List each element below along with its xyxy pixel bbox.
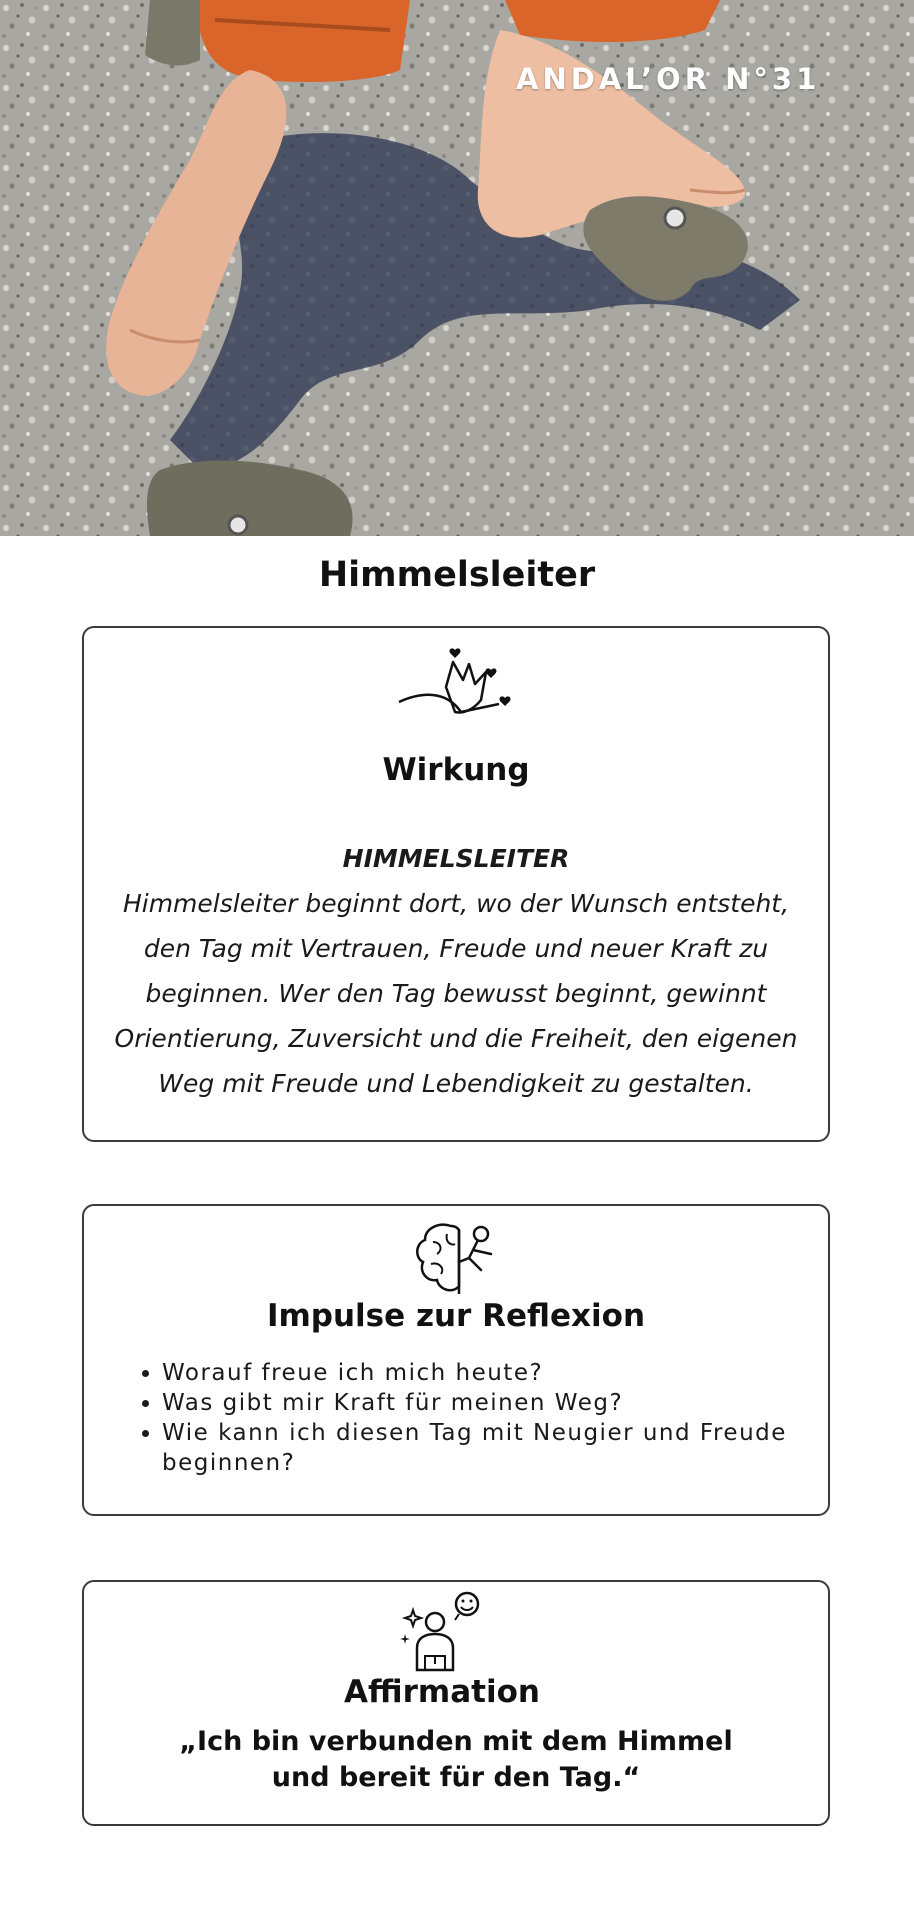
meditating-person-icon	[70, 1590, 814, 1676]
affirmation-title: Affirmation	[344, 1674, 540, 1710]
wirkung-body: Himmelsleiter beginnt dort, wo der Wunsch entsteht, den Tag mit Vertrauen, Freude und neuer Kraft zu beginnen. Wer den Tag bewusst beginnt, gewinnt Orientierung, Zuversicht und die Freiheit, den eigenen Weg mit Freude und Lebendigkeit zu gestalten.	[114, 889, 798, 1098]
brand-label: ANDAL’OR N°31	[516, 62, 821, 96]
list-item: • Worauf freue ich mich heute?	[162, 1358, 798, 1388]
hero-image	[0, 0, 914, 536]
affirmation-line-2: und bereit für den Tag.“	[271, 1762, 641, 1793]
crown-hearts-icon	[84, 642, 828, 726]
reflexion-title: Impulse zur Reflexion	[266, 1298, 646, 1334]
wirkung-title: Wirkung	[382, 752, 530, 788]
wirkung-heading: HIMMELSLEITER	[342, 844, 570, 873]
brain-person-icon	[84, 1220, 828, 1300]
list-item: • Was gibt mir Kraft für meinen Weg?	[162, 1388, 798, 1418]
wirkung-card	[82, 626, 830, 1142]
affirmation-line-1: „Ich bin verbunden mit dem Himmel	[179, 1726, 733, 1757]
reflexion-card	[82, 1204, 830, 1516]
affirmation-text	[84, 1724, 828, 1796]
reflexion-list	[126, 1358, 798, 1478]
page-title: Himmelsleiter	[318, 555, 596, 595]
affirmation-card	[82, 1580, 830, 1826]
list-item: • Wie kann ich diesen Tag mit Neugier und Freude beginnen?	[162, 1418, 798, 1478]
wirkung-text	[102, 836, 810, 1106]
